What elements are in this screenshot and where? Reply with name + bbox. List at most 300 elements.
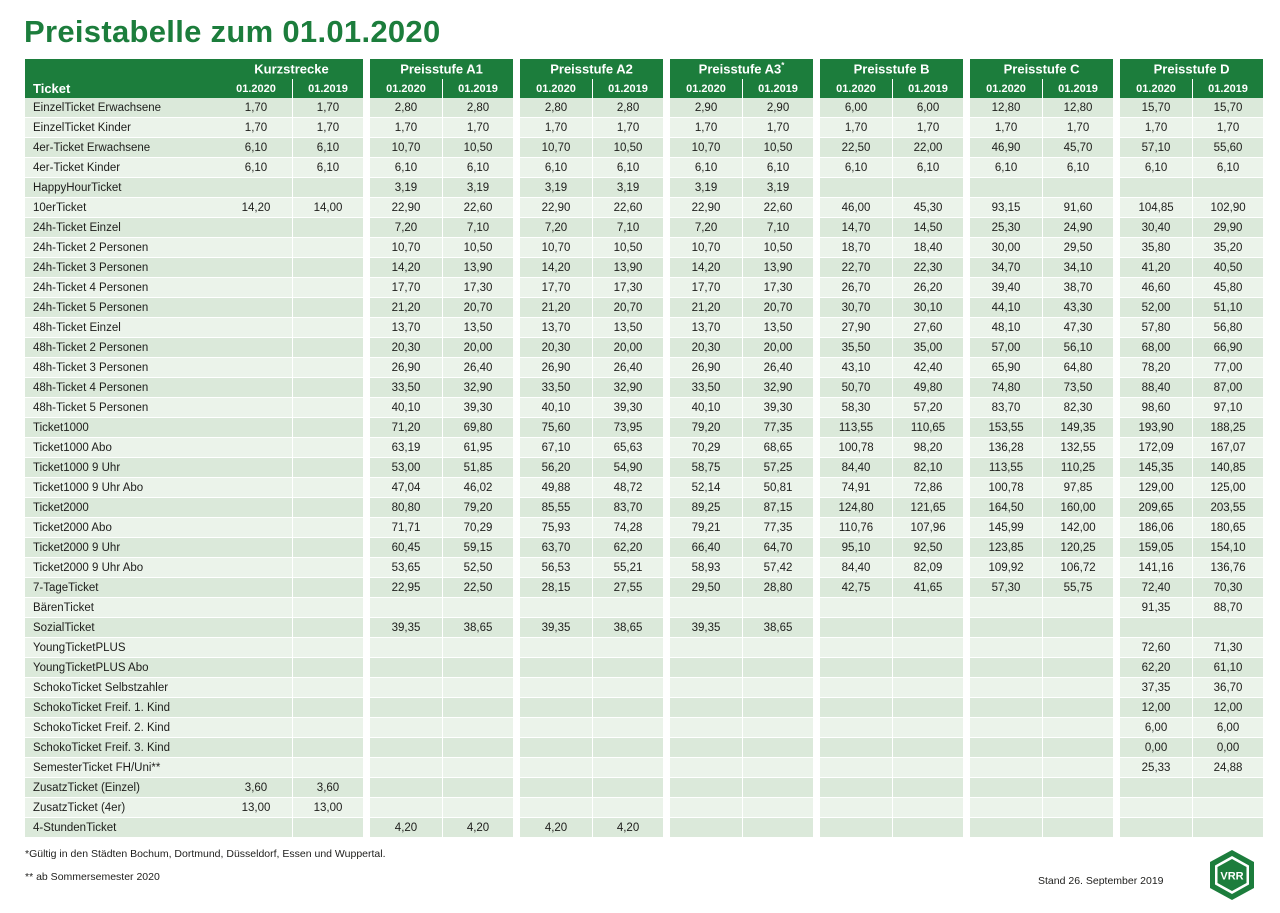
column-gap <box>1113 678 1120 698</box>
price-cell: 10,50 <box>592 138 663 158</box>
vrr-logo <box>1208 849 1256 901</box>
price-cell: 38,65 <box>742 618 813 638</box>
price-cell: 10,50 <box>742 138 813 158</box>
price-cell: 193,90 <box>1120 418 1192 438</box>
price-cell: 4,20 <box>520 818 592 838</box>
price-cell: 3,19 <box>370 178 442 198</box>
table-row <box>25 638 1263 658</box>
ticket-name: 4er-Ticket Kinder <box>25 158 220 178</box>
column-gap <box>963 358 970 378</box>
price-cell: 0,00 <box>1192 738 1263 758</box>
table-row <box>25 678 1263 698</box>
ticket-name: SchokoTicket Freif. 1. Kind <box>25 698 220 718</box>
column-gap <box>1113 178 1120 198</box>
price-cell <box>970 658 1042 678</box>
column-gap <box>813 478 820 498</box>
column-gap <box>663 638 670 658</box>
column-gap <box>663 118 670 138</box>
column-gap <box>363 518 370 538</box>
ticket-name: Ticket2000 Abo <box>25 518 220 538</box>
price-cell: 1,70 <box>1120 118 1192 138</box>
table-row <box>25 598 1263 618</box>
price-cell <box>670 718 742 738</box>
price-cell: 25,30 <box>970 218 1042 238</box>
price-cell <box>820 738 892 758</box>
column-gap <box>513 638 520 658</box>
price-cell: 14,20 <box>670 258 742 278</box>
column-gap <box>663 718 670 738</box>
column-gap <box>663 378 670 398</box>
table-row <box>25 358 1263 378</box>
header-sub-2020: 01.2020 <box>370 79 442 98</box>
price-cell: 74,28 <box>592 518 663 538</box>
price-cell: 1,70 <box>520 118 592 138</box>
price-cell: 89,25 <box>670 498 742 518</box>
column-gap <box>813 238 820 258</box>
price-cell: 71,71 <box>370 518 442 538</box>
price-cell: 29,50 <box>1042 238 1113 258</box>
price-cell <box>820 818 892 838</box>
price-cell <box>892 658 963 678</box>
price-cell: 63,70 <box>520 538 592 558</box>
ticket-name: 24h-Ticket 2 Personen <box>25 238 220 258</box>
column-gap <box>963 478 970 498</box>
price-cell <box>292 618 363 638</box>
price-cell: 91,35 <box>1120 598 1192 618</box>
column-gap <box>363 278 370 298</box>
price-cell: 102,90 <box>1192 198 1263 218</box>
column-gap <box>963 658 970 678</box>
column-gap <box>363 538 370 558</box>
column-gap <box>663 618 670 638</box>
column-gap <box>363 198 370 218</box>
price-cell: 0,00 <box>1120 738 1192 758</box>
ticket-name: Ticket1000 9 Uhr <box>25 458 220 478</box>
column-gap <box>513 698 520 718</box>
price-cell: 79,21 <box>670 518 742 538</box>
column-gap <box>1113 318 1120 338</box>
price-cell <box>292 278 363 298</box>
price-cell <box>292 738 363 758</box>
price-cell: 3,19 <box>442 178 513 198</box>
column-gap <box>663 178 670 198</box>
column-gap <box>813 598 820 618</box>
price-cell: 3,19 <box>670 178 742 198</box>
price-cell: 44,10 <box>970 298 1042 318</box>
price-cell: 57,42 <box>742 558 813 578</box>
price-cell: 26,40 <box>742 358 813 378</box>
price-cell: 70,29 <box>670 438 742 458</box>
price-cell <box>892 758 963 778</box>
price-cell: 55,21 <box>592 558 663 578</box>
price-cell: 50,81 <box>742 478 813 498</box>
price-cell: 1,70 <box>820 118 892 138</box>
price-cell <box>970 718 1042 738</box>
price-cell <box>220 638 292 658</box>
price-cell: 82,30 <box>1042 398 1113 418</box>
price-cell: 46,02 <box>442 478 513 498</box>
column-gap <box>513 218 520 238</box>
price-cell <box>1042 658 1113 678</box>
price-cell <box>220 378 292 398</box>
price-cell <box>370 658 442 678</box>
column-gap <box>1113 398 1120 418</box>
column-gap <box>363 178 370 198</box>
price-cell: 6,10 <box>442 158 513 178</box>
column-gap <box>363 718 370 738</box>
column-gap <box>813 798 820 818</box>
column-gap <box>963 798 970 818</box>
price-cell: 33,50 <box>370 378 442 398</box>
header-group-name: Preisstufe A3 <box>698 61 782 77</box>
price-cell <box>520 638 592 658</box>
table-row <box>25 118 1263 138</box>
price-cell: 136,76 <box>1192 558 1263 578</box>
page-title: Preistabelle zum 01.01.2020 <box>24 14 441 49</box>
column-gap <box>1113 138 1120 158</box>
table-row <box>25 618 1263 638</box>
price-cell: 6,00 <box>892 98 963 118</box>
header-ticket-top <box>25 59 220 79</box>
price-cell: 113,55 <box>970 458 1042 478</box>
price-cell: 22,60 <box>442 198 513 218</box>
ticket-name: Ticket2000 9 Uhr Abo <box>25 558 220 578</box>
price-cell: 30,70 <box>820 298 892 318</box>
header-sub-2019: 01.2019 <box>592 79 663 98</box>
price-cell: 20,00 <box>442 338 513 358</box>
column-gap <box>963 79 970 98</box>
price-cell <box>670 758 742 778</box>
column-gap <box>663 598 670 618</box>
column-gap <box>663 578 670 598</box>
price-cell <box>1042 758 1113 778</box>
price-cell <box>220 398 292 418</box>
price-cell <box>292 598 363 618</box>
price-cell <box>292 298 363 318</box>
price-cell: 17,70 <box>670 278 742 298</box>
price-cell <box>220 658 292 678</box>
price-cell <box>292 718 363 738</box>
price-cell: 98,20 <box>892 438 963 458</box>
price-cell: 1,70 <box>292 118 363 138</box>
price-cell: 57,10 <box>1120 138 1192 158</box>
price-cell: 74,80 <box>970 378 1042 398</box>
price-cell <box>292 538 363 558</box>
price-cell <box>292 238 363 258</box>
price-cell: 55,75 <box>1042 578 1113 598</box>
column-gap <box>1113 738 1120 758</box>
column-gap <box>663 59 670 79</box>
price-cell <box>220 498 292 518</box>
price-cell: 27,60 <box>892 318 963 338</box>
column-gap <box>963 518 970 538</box>
price-cell <box>892 638 963 658</box>
price-cell: 7,20 <box>370 218 442 238</box>
price-cell <box>292 518 363 538</box>
price-cell: 159,05 <box>1120 538 1192 558</box>
price-cell: 32,90 <box>742 378 813 398</box>
table-row <box>25 98 1263 118</box>
price-cell <box>292 418 363 438</box>
price-cell <box>592 778 663 798</box>
column-gap <box>1113 778 1120 798</box>
price-cell <box>1042 678 1113 698</box>
column-gap <box>1113 498 1120 518</box>
price-cell: 42,75 <box>820 578 892 598</box>
column-gap <box>813 59 820 79</box>
price-cell: 39,30 <box>742 398 813 418</box>
column-gap <box>963 558 970 578</box>
price-cell <box>892 698 963 718</box>
column-gap <box>963 678 970 698</box>
price-cell: 71,20 <box>370 418 442 438</box>
column-gap <box>363 98 370 118</box>
price-cell: 62,20 <box>1120 658 1192 678</box>
price-cell: 39,30 <box>592 398 663 418</box>
price-cell <box>970 778 1042 798</box>
price-cell <box>670 658 742 678</box>
price-cell: 14,00 <box>292 198 363 218</box>
price-cell: 30,00 <box>970 238 1042 258</box>
price-cell: 84,40 <box>820 558 892 578</box>
column-gap <box>663 678 670 698</box>
column-gap <box>1113 59 1120 79</box>
table-row <box>25 178 1263 198</box>
column-gap <box>1113 558 1120 578</box>
column-gap <box>663 458 670 478</box>
price-cell: 2,90 <box>742 98 813 118</box>
price-cell: 124,80 <box>820 498 892 518</box>
column-gap <box>363 59 370 79</box>
price-cell: 87,15 <box>742 498 813 518</box>
price-cell: 12,80 <box>1042 98 1113 118</box>
column-gap <box>813 358 820 378</box>
price-cell <box>742 678 813 698</box>
price-cell <box>892 178 963 198</box>
column-gap <box>363 398 370 418</box>
price-cell: 6,10 <box>370 158 442 178</box>
price-cell: 71,30 <box>1192 638 1263 658</box>
price-cell: 38,65 <box>592 618 663 638</box>
price-cell: 27,55 <box>592 578 663 598</box>
price-cell: 7,10 <box>592 218 663 238</box>
column-gap <box>513 418 520 438</box>
price-cell: 26,70 <box>820 278 892 298</box>
price-cell: 80,80 <box>370 498 442 518</box>
price-cell: 22,95 <box>370 578 442 598</box>
price-cell: 35,00 <box>892 338 963 358</box>
price-cell: 40,10 <box>520 398 592 418</box>
column-gap <box>963 338 970 358</box>
column-gap <box>663 318 670 338</box>
price-cell: 73,95 <box>592 418 663 438</box>
column-gap <box>663 138 670 158</box>
price-cell: 3,60 <box>220 778 292 798</box>
header-sub-2020: 01.2020 <box>970 79 1042 98</box>
ticket-name: 10erTicket <box>25 198 220 218</box>
column-gap <box>1113 278 1120 298</box>
column-gap <box>813 618 820 638</box>
column-gap <box>1113 338 1120 358</box>
price-cell: 39,30 <box>442 398 513 418</box>
price-cell: 53,00 <box>370 458 442 478</box>
table-row <box>25 698 1263 718</box>
price-cell <box>370 678 442 698</box>
price-cell <box>220 238 292 258</box>
price-cell: 38,70 <box>1042 278 1113 298</box>
table-row <box>25 518 1263 538</box>
price-cell <box>292 358 363 378</box>
column-gap <box>513 458 520 478</box>
column-gap <box>363 578 370 598</box>
price-cell: 164,50 <box>970 498 1042 518</box>
table-row <box>25 338 1263 358</box>
price-cell <box>520 798 592 818</box>
price-cell <box>292 658 363 678</box>
column-gap <box>513 79 520 98</box>
header-sub-2019: 01.2019 <box>292 79 363 98</box>
price-cell: 13,50 <box>592 318 663 338</box>
column-gap <box>513 118 520 138</box>
header-sub-2020: 01.2020 <box>820 79 892 98</box>
column-gap <box>813 158 820 178</box>
column-gap <box>513 318 520 338</box>
table-row <box>25 758 1263 778</box>
price-cell <box>670 698 742 718</box>
column-gap <box>363 678 370 698</box>
price-cell <box>592 658 663 678</box>
price-cell: 167,07 <box>1192 438 1263 458</box>
column-gap <box>513 378 520 398</box>
column-gap <box>1113 578 1120 598</box>
price-cell: 13,70 <box>370 318 442 338</box>
price-cell <box>742 598 813 618</box>
price-cell <box>442 598 513 618</box>
ticket-name: YoungTicketPLUS Abo <box>25 658 220 678</box>
price-cell: 72,60 <box>1120 638 1192 658</box>
column-gap <box>813 518 820 538</box>
column-gap <box>1113 718 1120 738</box>
price-cell <box>1042 738 1113 758</box>
column-gap <box>363 798 370 818</box>
header-sub-2020: 01.2020 <box>670 79 742 98</box>
price-cell: 83,70 <box>592 498 663 518</box>
price-cell <box>670 638 742 658</box>
price-cell: 32,90 <box>592 378 663 398</box>
price-cell: 17,70 <box>520 278 592 298</box>
price-cell: 24,90 <box>1042 218 1113 238</box>
price-cell <box>292 758 363 778</box>
column-gap <box>813 758 820 778</box>
price-cell: 24,88 <box>1192 758 1263 778</box>
price-cell <box>820 698 892 718</box>
price-cell <box>220 438 292 458</box>
price-cell: 106,72 <box>1042 558 1113 578</box>
column-gap <box>813 718 820 738</box>
price-cell: 13,90 <box>742 258 813 278</box>
table-row <box>25 278 1263 298</box>
price-cell <box>742 798 813 818</box>
price-cell: 149,35 <box>1042 418 1113 438</box>
price-cell <box>742 758 813 778</box>
price-cell <box>442 638 513 658</box>
column-gap <box>663 698 670 718</box>
column-gap <box>963 458 970 478</box>
ticket-name: YoungTicketPLUS <box>25 638 220 658</box>
price-cell: 93,15 <box>970 198 1042 218</box>
price-cell: 6,10 <box>892 158 963 178</box>
price-cell: 107,96 <box>892 518 963 538</box>
price-cell <box>220 338 292 358</box>
price-cell <box>742 718 813 738</box>
column-gap <box>963 298 970 318</box>
price-cell <box>520 738 592 758</box>
column-gap <box>663 218 670 238</box>
price-cell <box>220 718 292 738</box>
price-cell: 6,10 <box>742 158 813 178</box>
price-cell: 180,65 <box>1192 518 1263 538</box>
price-cell <box>742 778 813 798</box>
table-row <box>25 558 1263 578</box>
price-cell <box>220 558 292 578</box>
column-gap <box>813 138 820 158</box>
column-gap <box>663 278 670 298</box>
price-cell: 132,55 <box>1042 438 1113 458</box>
price-cell <box>1042 698 1113 718</box>
price-cell <box>670 818 742 838</box>
price-cell: 7,10 <box>442 218 513 238</box>
price-cell <box>1042 778 1113 798</box>
table-row <box>25 418 1263 438</box>
column-gap <box>813 398 820 418</box>
price-cell: 10,50 <box>442 138 513 158</box>
price-cell <box>1120 178 1192 198</box>
price-cell: 6,00 <box>820 98 892 118</box>
column-gap <box>513 198 520 218</box>
column-gap <box>363 698 370 718</box>
column-gap <box>363 598 370 618</box>
column-gap <box>963 198 970 218</box>
column-gap <box>513 238 520 258</box>
price-cell: 48,10 <box>970 318 1042 338</box>
column-gap <box>1113 238 1120 258</box>
price-cell: 97,10 <box>1192 398 1263 418</box>
column-gap <box>963 818 970 838</box>
column-gap <box>963 138 970 158</box>
header-group-name: Preisstufe D <box>1153 61 1230 77</box>
price-cell: 10,70 <box>520 138 592 158</box>
price-cell <box>220 538 292 558</box>
price-cell: 45,70 <box>1042 138 1113 158</box>
price-cell: 68,00 <box>1120 338 1192 358</box>
column-gap <box>813 198 820 218</box>
price-cell: 30,10 <box>892 298 963 318</box>
price-cell: 30,40 <box>1120 218 1192 238</box>
column-gap <box>963 278 970 298</box>
price-cell: 48,72 <box>592 478 663 498</box>
price-cell: 2,80 <box>370 98 442 118</box>
column-gap <box>363 358 370 378</box>
column-gap <box>1113 598 1120 618</box>
price-cell <box>292 678 363 698</box>
price-cell: 57,00 <box>970 338 1042 358</box>
price-cell: 66,90 <box>1192 338 1263 358</box>
column-gap <box>663 518 670 538</box>
price-cell: 52,14 <box>670 478 742 498</box>
column-gap <box>663 558 670 578</box>
price-cell <box>820 618 892 638</box>
price-cell: 7,10 <box>742 218 813 238</box>
